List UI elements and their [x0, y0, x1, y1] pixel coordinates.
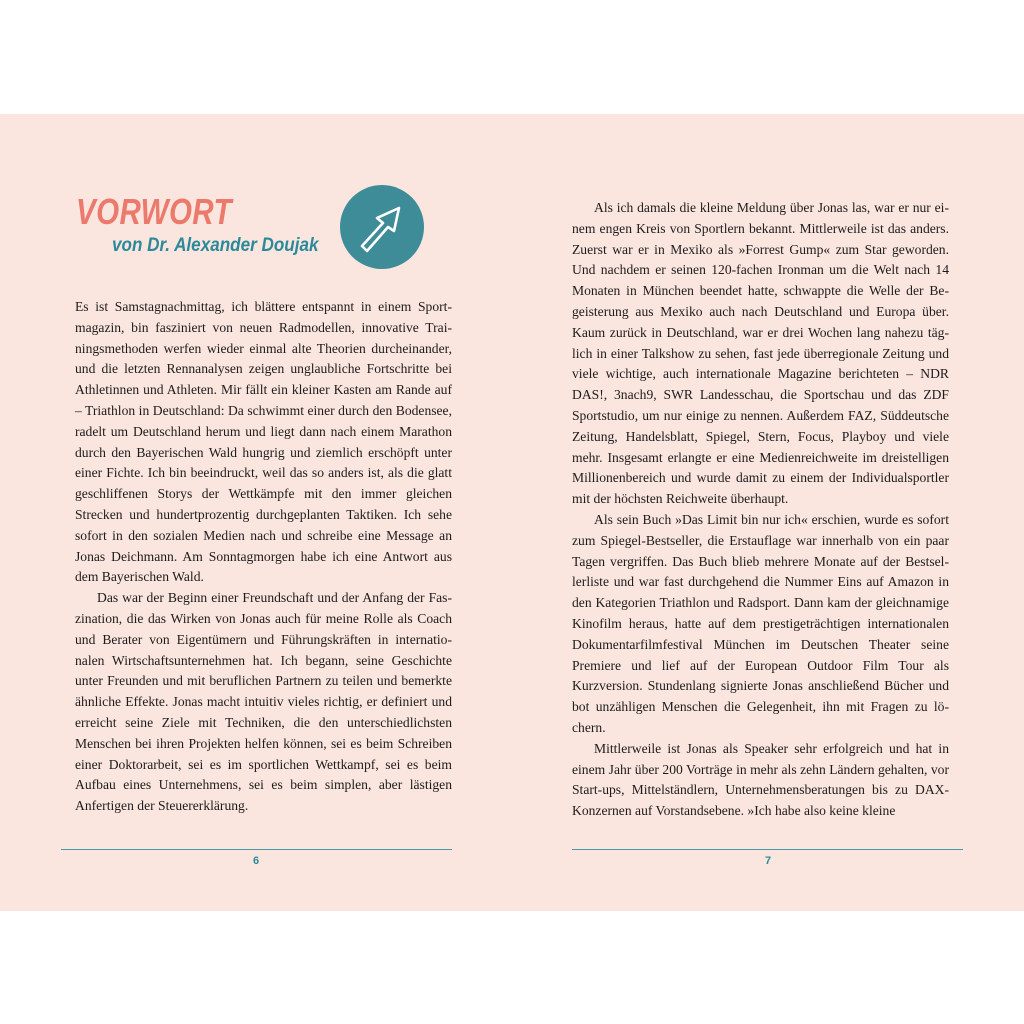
left-page	[0, 114, 512, 911]
page-number: 7	[764, 855, 772, 867]
arrow-up-right-icon	[340, 185, 424, 269]
paragraph: Es ist Samstagnachmittag, ich blättere entspannt in einem Sportmagazin, bin fasziniert von neuen Radmodellen, innovative Trainingsmethoden werfen wieder einmal alte Theorien durcheinander, und die letzten Rennanalysen zeigen unglaubliche Fortschritte bei Athletinnen und Athleten. Mir fällt ein kleiner Kasten am Rande auf – Triathlon in Deutschland: Da schwimmt einer durch den Bodensee, radelt um Deutschland herum und liegt dann nach einem Marathon durch den Bayerischen Wald hungrig und ziemlich erschöpft unter einer Fichte. Ich bin beeindruckt, weil das so anders ist, als die glatt geschliffenen Storys der Wettkämpfe mit den immer gleichen Strecken und hundertprozentig durchgeplanten Taktiken. Ich sehe sofort in den sozialen Medien nach und schreibe eine Message an Jonas Deichmann. Am Sonntagmorgen habe ich eine Antwort aus dem Bayerischen Wald.	[75, 299, 452, 585]
paragraph: Als sein Buch »Das Limit bin nur ich« erschien, wurde es sofort zum Spiegel-Bestseller, die Erstauflage war innerhalb von ein paar Tagen vergriffen. Das Buch blieb mehrere Monate auf der Bestsellerliste und war fast durchgehend die Nummer Eins auf Amazon in den Kategorien Triathlon und Radsport. Dann kam der gleichnamige Kinofilm heraus, hatte auf dem prestigeträchtigen internationalen Dokumentarfilmfestival München im Deutschen Theater seine Premiere und lief auf der European Outdoor Film Tour als Kurzversion. Stundenlang signierte Jonas anschließend Bücher und bot unzähligen Menschen die Gelegenheit, ihn mit Fragen zu löchern.	[572, 511, 949, 735]
right-page	[512, 114, 1024, 911]
chapter-title: VORWORT	[76, 191, 232, 232]
paragraph: Mittlerweile ist Jonas als Speaker sehr erfolgreich und hat in einem Jahr über 200 Vorträge in mehr als zehn Ländern gehalten, vor Start-ups, Mittelständlern, Unternehmensberatungen bis zu DAX-Konzernen auf Vorstandsebene. »Ich habe also keine kleine	[572, 740, 949, 819]
footer-rule	[61, 849, 452, 850]
right-body-text	[572, 198, 949, 822]
arrow-badge	[340, 185, 424, 269]
paragraph: Das war der Beginn einer Freundschaft und der Anfang der Faszination, die das Wirken von Jonas auch für meine Rolle als Coach und Berater von Eigentümern und Führungskräften in internationalen Wirtschaftsunternehmen hat. Ich begann, seine Geschichte unter Freunden und mit beruflichen Partnern zu teilen und bemerkte ähnliche Effekte. Jonas macht intuitiv vieles richtig, er definiert und erreicht seine Ziele mit Techniken, die den unterschiedlichsten Menschen bei ihren Projekten helfen können, sei es beim Schreiben einer Doktorarbeit, sei es im sportlichen Wettkampf, sei es beim Aufbau eines Unternehmens, sei es beim simplen, aber lästigen Anfertigen der Steuererklärung.	[75, 590, 452, 814]
chapter-author: von Dr. Alexander Doujak	[112, 235, 319, 256]
footer-rule	[572, 849, 963, 850]
left-body-text	[75, 297, 452, 817]
page-number: 6	[252, 855, 260, 867]
paragraph: Als ich damals die kleine Meldung über Jonas las, war er nur einem engen Kreis von Sportlern bekannt. Mittlerweile ist das anders. Zuerst war er in Mexiko als »Forrest Gump« zum Star geworden. Und nachdem er seinen 120-fachen Ironman um die Welt nach 14 Monaten in München beendet hatte, schwappte die Welle der Begeisterung aus Mexiko auch nach Deutschland und Europa über. Kaum zurück in Deutschland, war er drei Wochen lang nahezu täglich in einer Talkshow zu sehen, fast jede überregionale Zeitung und viele wichtige, auch internationale Magazine berichteten – NDR DAS!, 3nach9, SWR Landesschau, die Sportschau und das ZDF Sportstudio, um nur einige zu nennen. Außerdem FAZ, Süddeutsche Zeitung, Handelsblatt, Spiegel, Stern, Focus, Playboy und viele mehr. Insgesamt erlangte er eine Medienreichweite im dreistelligen Millionenbereich und wurde damit zu einem der Individualsportler mit der höchsten Reichweite überhaupt.	[572, 200, 949, 507]
book-spread	[0, 114, 1024, 911]
